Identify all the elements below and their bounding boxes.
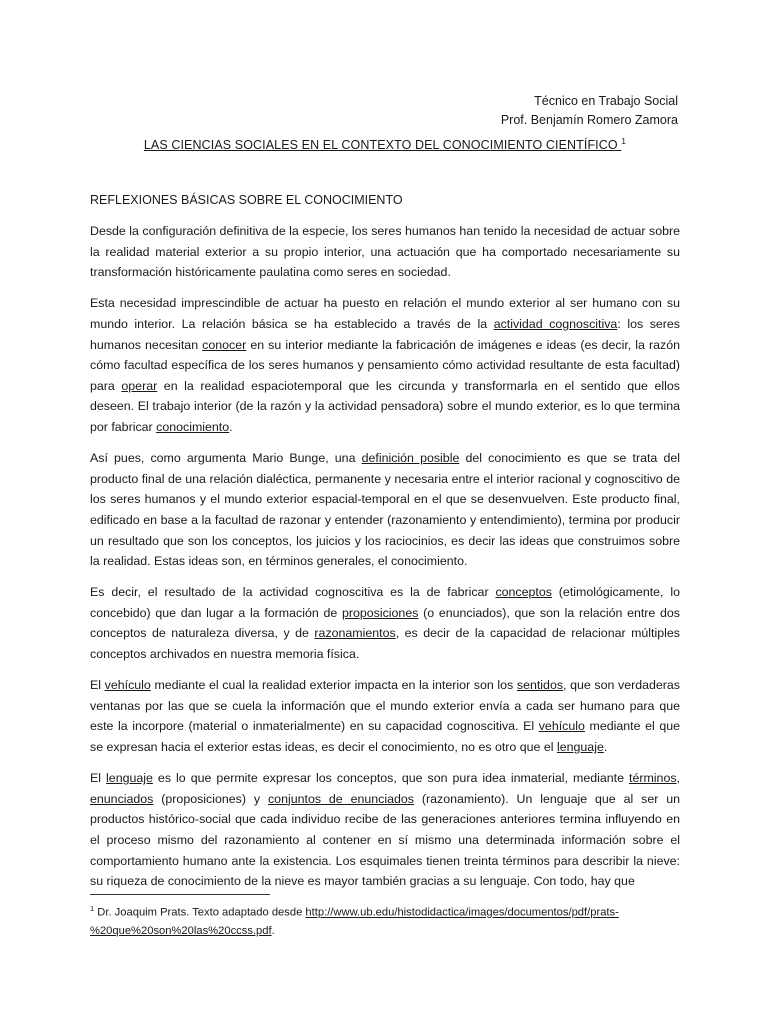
footnote-text: Dr. Joaquim Prats. Texto adaptado desde (94, 906, 306, 919)
paragraph-3 (90, 448, 680, 572)
footnote-number: 1 (90, 904, 95, 913)
paragraph-text: (proposiciones) y (153, 791, 268, 806)
underlined-term: sentidos (516, 678, 564, 693)
header-course: Técnico en Trabajo Social (534, 94, 678, 108)
paragraph-1 (90, 221, 680, 283)
section-heading: REFLEXIONES BÁSICAS SOBRE EL CONOCIMIENTO (90, 193, 403, 207)
footnote-link[interactable]: http://www.ub.edu/histodidactica/images/documentos/pdf/prats-%20que%20son%20las%20ccss.pdf (90, 906, 619, 937)
paragraph-text: (etimológicamente, lo concebido) que dan lugar a la formación de (90, 585, 680, 620)
paragraph-text: en la realidad espaciotemporal que les circunda y transformarla en el sentido que ellos deseen. El trabajo interior (de la razón y la actividad pensadora) sobre el mundo exterior, es lo que termina por fabricar (90, 378, 680, 434)
underlined-term: enunciados (90, 791, 154, 806)
underlined-term: operar (121, 378, 158, 393)
underlined-term: conocer (202, 337, 247, 352)
paragraph-text: mediante el que se expresan hacia el exterior estas ideas, es decir el conocimiento, no es otro que el (90, 719, 680, 755)
title-text: LAS CIENCIAS SOCIALES EN EL CONTEXTO DEL CONOCIMIENTO CIENTÍFICO (143, 138, 618, 153)
paragraph-text: del conocimiento es que se trata del producto final de una relación dialéctica, permanente y necesaria entre el interior racional y cognoscitivo de los seres humanos y el mundo exterior espacial-temporal en el que se desenvuelven. Este producto final, edificado en base a la facultad de razonar y entender (razonamiento y entendimiento), termina por producir un resultado que son los conceptos, los juicios y los raciocinios, es decir las ideas que construimos sobre la realidad. Estas ideas son, en términos generales, el conocimiento. (90, 451, 680, 569)
document-body (90, 221, 680, 902)
footnote-end: . (271, 924, 275, 937)
paragraph-text: . (229, 419, 233, 434)
document-title (90, 136, 680, 152)
footnote (90, 900, 690, 940)
paragraph-text: Es decir, el resultado de la actividad cognoscitiva es la de fabricar (90, 585, 496, 600)
paragraph-6 (90, 768, 680, 892)
paragraph-text: , (676, 771, 680, 786)
paragraph-5 (90, 675, 680, 757)
paragraph-2 (90, 293, 680, 437)
underlined-term: actividad cognoscitiva (493, 316, 618, 331)
underlined-term: definición posible (361, 451, 460, 466)
paragraph-text: es lo que permite expresar los conceptos, que son pura idea inmaterial, mediante (152, 771, 630, 786)
paragraph-text: . (603, 740, 608, 755)
paragraph-text: en su interior mediante la fabricación de imágenes e ideas (es decir, la razón cómo facultad específica de los seres humanos y pensamiento cómo actividad resultante de esta facultad) para (90, 337, 680, 393)
underlined-term: proposiciones (341, 605, 419, 620)
underlined-term: términos (629, 771, 677, 786)
underlined-term: conjuntos de enunciados (267, 791, 414, 806)
paragraph-text: El (90, 771, 107, 786)
underlined-term: vehículo (104, 678, 151, 693)
paragraph-4 (90, 582, 680, 664)
underlined-term: lenguaje (556, 740, 604, 755)
paragraph-text: (razonamiento). Un lenguaje que al ser un productos histórico-social que cada individuo recibe de las generaciones anteriores termina influyendo en el proceso mismo del razonamiento al contener en sí mismo una determinada información sobre el comportamiento humano ante la existencia. Los esquimales tienen treinta términos para describir la nieve: su riqueza de conocimiento de la nieve es mayor también gracias a su lenguaje. Con todo, hay que (90, 791, 681, 889)
paragraph-text: Así pues, como argumenta Mario Bunge, una (90, 451, 362, 466)
underlined-term: conocimiento (156, 419, 230, 434)
paragraph-text: Esta necesidad imprescindible de actuar ha puesto en relación el mundo exterior al ser humano con su mundo interior. La relación básica se ha establecido a través de la (90, 296, 680, 331)
underlined-term: vehículo (538, 719, 585, 734)
underlined-term: lenguaje (106, 771, 153, 786)
underlined-term: razonamientos (314, 626, 396, 641)
paragraph-text: El (90, 678, 105, 693)
paragraph-text: , que son verdaderas ventanas por las que se cuela la información que el mundo exterior envía a cada ser humano para que este la incorpore (material o inmaterialmente) en su capacidad cognoscitiva. El (90, 678, 680, 734)
paragraph-text: : los seres humanos necesitan (90, 316, 681, 352)
title-footnote-ref: 1 (621, 136, 627, 146)
underlined-term: conceptos (495, 585, 552, 600)
paragraph-text: Desde la configuración definitiva de la especie, los seres humanos han tenido la necesidad de actuar sobre la realidad material exterior a su propio interior, una actuación que ha comportado necesariamente su transformación históricamente paulatina como seres en sociedad. (90, 224, 680, 280)
paragraph-text: (o enunciados), que son la relación entre dos conceptos de naturaleza diversa, y de (90, 605, 680, 641)
footnote-divider (90, 894, 270, 895)
header-professor: Prof. Benjamín Romero Zamora (500, 113, 678, 127)
paragraph-text: mediante el cual la realidad exterior impacta en la interior son los (150, 678, 517, 693)
paragraph-text: , es decir de la capacidad de relacionar múltiples conceptos archivados en nuestra memoria física. (90, 626, 680, 662)
document-header (501, 92, 678, 130)
